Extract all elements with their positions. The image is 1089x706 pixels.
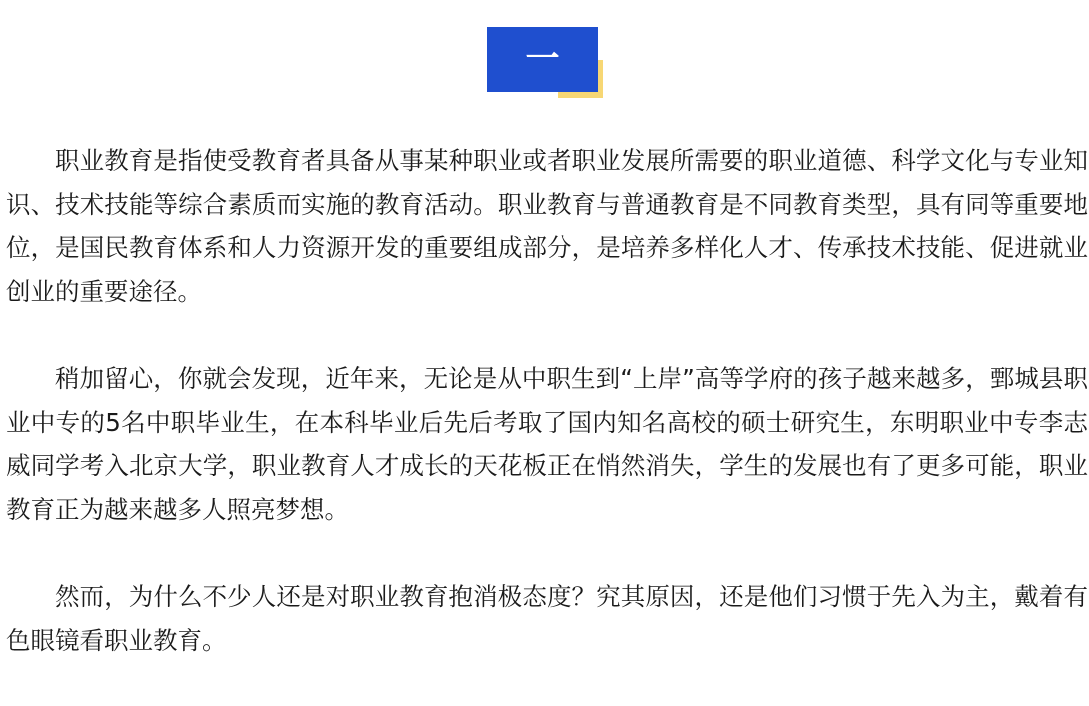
section-number-badge (487, 27, 603, 98)
paragraph-3: 然而，为什么不少人还是对职业教育抱消极态度？究其原因，还是他们习惯于先入为主，戴着有色眼镜看职业教育。 (6, 582, 1088, 655)
section-number: 一 (487, 27, 598, 92)
paragraph-1: 职业教育是指使受教育者具备从事某种职业或者职业发展所需要的职业道德、科学文化与专业知识、技术技能等综合素质而实施的教育活动。职业教育与普通教育是不同教育类型，具有同等重要地位，是国民教育体系和人力资源开发的重要组成部分，是培养多样化人才、传承技术技能、促进就业创业的重要途径。 (6, 146, 1088, 306)
paragraph-2: 稍加留心，你就会发现，近年来，无论是从中职生到“上岸”高等学府的孩子越来越多，鄄城县职业中专的5名中职毕业生，在本科毕业后先后考取了国内知名高校的硕士研究生，东明职业中专李志威同学考入北京大学，职业教育人才成长的天花板正在悄然消失，学生的发展也有了更多可能，职业教育正为越来越多人照亮梦想。 (6, 364, 1088, 524)
article-body (6, 139, 1088, 706)
